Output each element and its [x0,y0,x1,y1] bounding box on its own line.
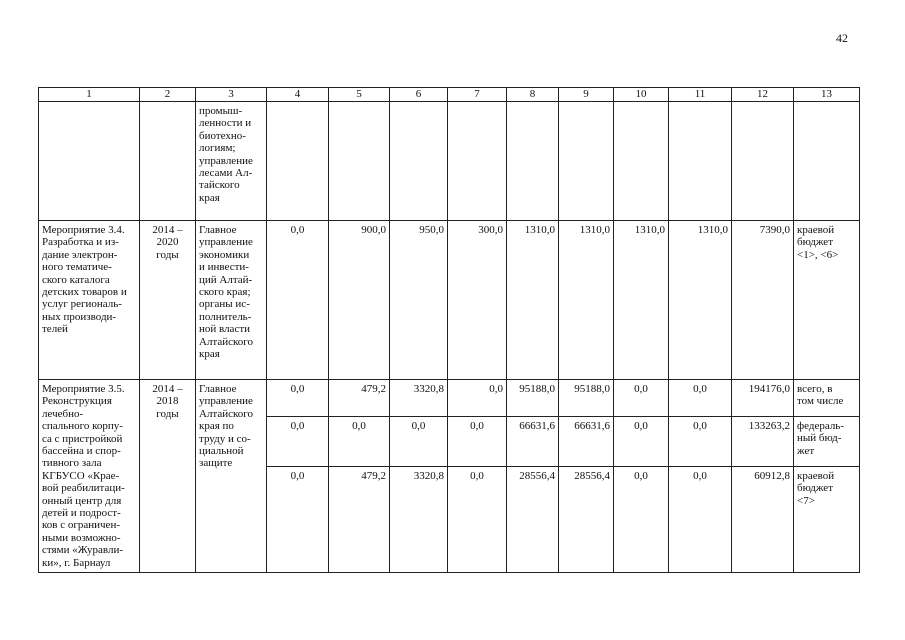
column-header: 12 [732,88,794,102]
value-cell: 0,0 [390,417,448,467]
value-cell: 0,0 [267,467,329,573]
table-header-row [39,88,860,102]
value-cell: 300,0 [448,221,507,380]
value-cell: 0,0 [614,467,669,573]
funding-source-cell: краевой бюджет <7> [794,467,860,573]
value-cell: 95188,0 [559,380,614,417]
table-row-measure-3-5-total [39,380,860,417]
table-row-continuation [39,102,860,221]
cell-empty [448,102,507,221]
measure-name-cell: Мероприятие 3.5. Реконструкция лечебно- спального корпу- са с пристройкой бассейна и спор- тивного зала КГБУСО «Крае- вой реабилитаци- онный центр для детей и подрост- ков с ограничен- ными возможно- стями «Журавли- ки», г. Барнаул [39,380,140,573]
value-cell: 7390,0 [732,221,794,380]
table-row-measure-3-4 [39,221,860,380]
value-cell: 479,2 [329,467,390,573]
value-cell: 950,0 [390,221,448,380]
value-cell: 0,0 [329,417,390,467]
value-cell: 0,0 [448,467,507,573]
value-cell: 0,0 [669,467,732,573]
value-cell: 194176,0 [732,380,794,417]
value-cell: 0,0 [614,417,669,467]
cell-empty [614,102,669,221]
column-header: 6 [390,88,448,102]
value-cell: 28556,4 [507,467,559,573]
value-cell: 1310,0 [614,221,669,380]
value-cell: 479,2 [329,380,390,417]
value-cell: 3320,8 [390,380,448,417]
column-header: 3 [196,88,267,102]
cell-empty [267,102,329,221]
column-header: 5 [329,88,390,102]
column-header: 13 [794,88,860,102]
value-cell: 28556,4 [559,467,614,573]
value-cell: 0,0 [614,380,669,417]
value-cell: 0,0 [267,221,329,380]
value-cell: 1310,0 [507,221,559,380]
value-cell: 95188,0 [507,380,559,417]
value-cell: 0,0 [669,380,732,417]
executor-cell: промыш- ленности и биотехно- логиям; управление лесами Ал- тайского края [196,102,267,221]
value-cell: 1310,0 [559,221,614,380]
executor-cell: Главное управление экономики и инвести- ций Алтай- ского края; органы ис- полнитель- ной власти Алтайского края [196,221,267,380]
column-header: 7 [448,88,507,102]
cell-empty [39,102,140,221]
value-cell: 0,0 [267,380,329,417]
cell-empty [559,102,614,221]
cell-empty [390,102,448,221]
value-cell: 0,0 [448,417,507,467]
cell-empty [669,102,732,221]
value-cell: 3320,8 [390,467,448,573]
funding-source-cell: краевой бюджет <1>, <6> [794,221,860,380]
cell-empty [732,102,794,221]
period-cell: 2014 – 2018 годы [140,380,196,573]
page-number: 42 [836,31,848,45]
column-header: 2 [140,88,196,102]
column-header: 4 [267,88,329,102]
value-cell: 133263,2 [732,417,794,467]
column-header: 10 [614,88,669,102]
budget-table [38,87,860,573]
value-cell: 66631,6 [559,417,614,467]
value-cell: 1310,0 [669,221,732,380]
cell-empty [794,102,860,221]
value-cell: 0,0 [448,380,507,417]
period-cell: 2014 – 2020 годы [140,221,196,380]
column-header: 8 [507,88,559,102]
executor-cell: Главное управление Алтайского края по труду и со- циальной защите [196,380,267,573]
cell-empty [329,102,390,221]
value-cell: 66631,6 [507,417,559,467]
value-cell: 0,0 [267,417,329,467]
funding-source-cell: всего, в том числе [794,380,860,417]
value-cell: 60912,8 [732,467,794,573]
column-header: 9 [559,88,614,102]
value-cell: 0,0 [669,417,732,467]
value-cell: 900,0 [329,221,390,380]
column-header: 1 [39,88,140,102]
funding-source-cell: федераль- ный бюд- жет [794,417,860,467]
cell-empty [507,102,559,221]
cell-empty [140,102,196,221]
column-header: 11 [669,88,732,102]
measure-name-cell: Мероприятие 3.4. Разработка и из- дание электрон- ного тематиче- ского каталога детских товаров и услуг региональ- ных производи- телей [39,221,140,380]
